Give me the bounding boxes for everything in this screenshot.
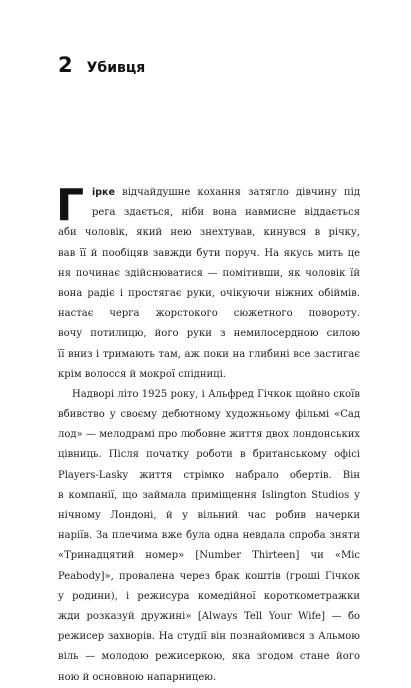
text-line: режисер захворів. На студії він познайомився з Альмою xyxy=(58,631,360,643)
text-line: Players-Lasky життя стрімко набрало обертів. Він xyxy=(58,469,360,481)
text-line: настає черга жорстокого сюжетного повороту. xyxy=(58,308,360,320)
chapter-title: Убивця xyxy=(86,60,146,76)
text-line: цівниць. Після початку роботи в британському офісі xyxy=(58,449,360,461)
text-line-content: відчайдушне кохання затягло дівчину під xyxy=(122,187,360,198)
text-line: нічному Лондоні, й у вільний час робив начерки xyxy=(58,510,360,521)
body-text xyxy=(56,180,360,688)
drop-cap: Г xyxy=(56,180,85,231)
text-line: ня починає здійснюватися — помітивши, як чоловік їй xyxy=(58,267,360,279)
text-line: Надворі літо 1925 року, і Альфред Гічкок щойно скоїв xyxy=(72,388,360,400)
text-line: крім волосся й мокрої спідниці. xyxy=(58,368,226,380)
text-line: ною й основною напарницею. xyxy=(58,671,217,683)
text-line: вав її й пообіцяв завжди бути поруч. На якусь мить це xyxy=(58,247,360,259)
text-line: «Тринадцятий номер» [Number Thirteen] чи «Міс xyxy=(58,550,360,562)
text-line xyxy=(58,183,360,203)
chapter-heading xyxy=(58,53,145,77)
text-line: жди розказуй дружині» [Always Tell Your Wife] — бо xyxy=(58,610,360,622)
text-line: вона радіє і простягає руки, очікуючи ніжних обіймів. xyxy=(58,287,360,299)
text-line: лод» — мелодрамі про любовне життя двох лондонських xyxy=(58,429,360,441)
text-line: аби чоловік, який нею знехтував, кинувся в річку, xyxy=(58,227,360,239)
text-line: вбивство у своєму дебютному художньому фільмі «Сад xyxy=(58,409,360,421)
text-line: у родини), і режисура комедійної короткометражки xyxy=(58,590,360,602)
text-line: віль — молодою режисеркою, яка згодом стане його xyxy=(58,651,360,663)
text-line: наріїв. За плечима вже була одна невдала спроба зняти xyxy=(58,530,360,542)
lead-word: ірке xyxy=(92,187,115,198)
chapter-number: 2 xyxy=(58,53,73,77)
text-line: рега здається, ніби вона навмисне віддається xyxy=(92,207,360,219)
text-line: вочу потилицю, його руки з немилосердною силою xyxy=(58,328,360,340)
text-line: її вниз і тримають там, аж поки на глибині все застигає xyxy=(58,348,360,360)
text-line: в компанії, що займала приміщення Islington Studios у xyxy=(58,489,360,501)
text-line: Peabody]», провалена через брак коштів (гроші Гічкок xyxy=(58,570,360,582)
